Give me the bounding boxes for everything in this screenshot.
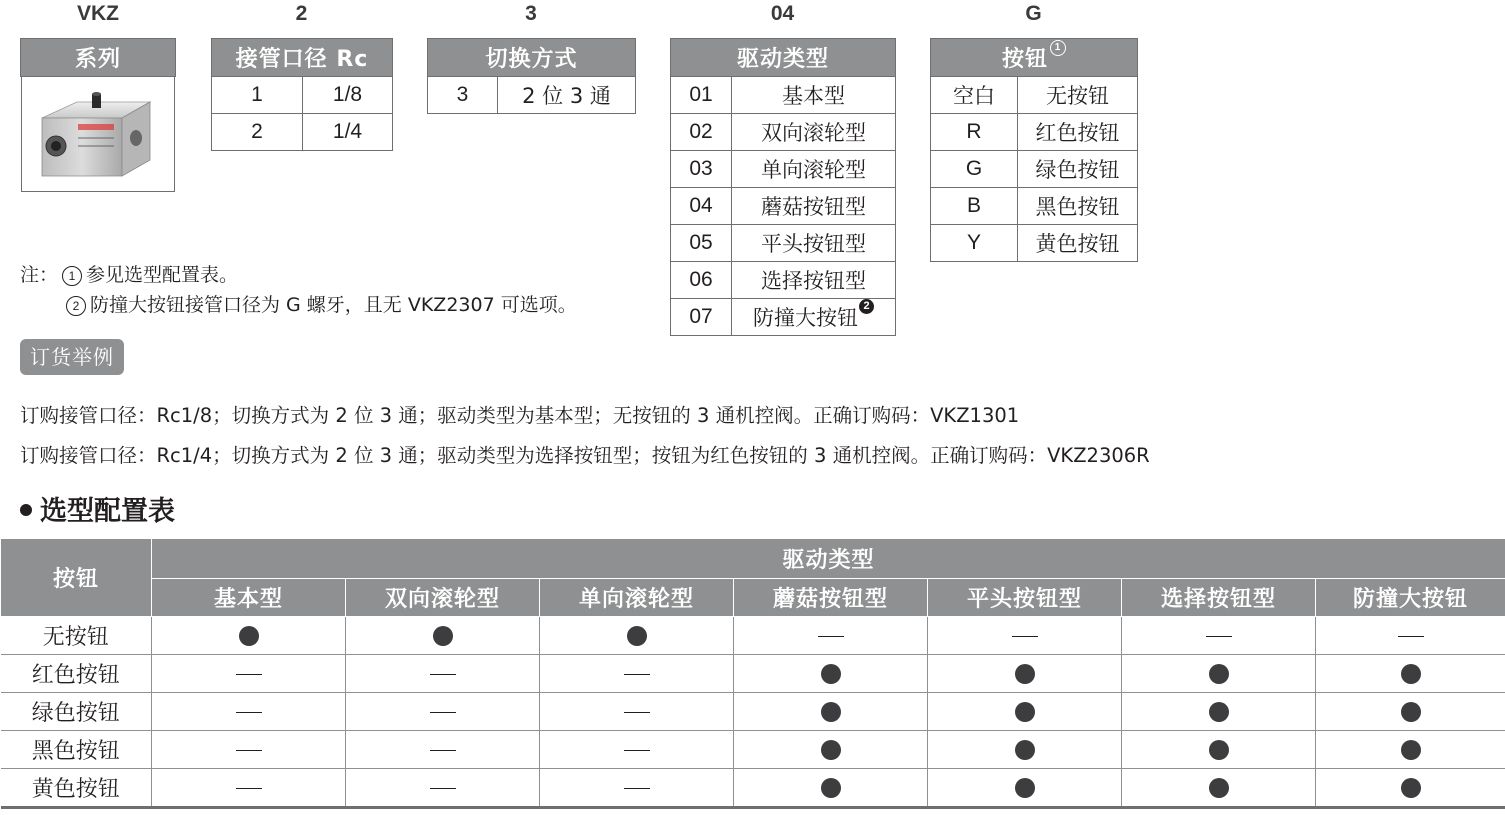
dash-icon (1398, 636, 1424, 637)
selection-column-header: 防撞大按钮 (1316, 579, 1505, 617)
selection-cell (928, 769, 1122, 808)
selection-cell (540, 731, 734, 769)
filled-dot-icon (1015, 778, 1035, 798)
selection-cell (928, 731, 1122, 769)
note-1: 注： 1 参见选型配置表。 (20, 264, 239, 286)
filled-dot-icon (433, 626, 453, 646)
selection-cell (734, 693, 928, 731)
selection-cell (1316, 769, 1505, 808)
filled-dot-icon (1015, 664, 1035, 684)
table-row: 2 1/4 (212, 114, 393, 151)
table-row: 空白 无按钮 (931, 77, 1138, 114)
selection-column-header: 平头按钮型 (928, 579, 1122, 617)
series-table (20, 38, 176, 77)
selection-row-label: 无按钮 (1, 617, 152, 655)
drive-header: 驱动类型 (671, 39, 896, 77)
section-title: 选型配置表 (20, 489, 175, 528)
switching-header: 切换方式 (428, 39, 636, 77)
selection-cell (540, 617, 734, 655)
bullet-icon (20, 504, 32, 516)
selection-cell (928, 617, 1122, 655)
dash-icon (818, 636, 844, 637)
table-row: Y 黄色按钮 (931, 225, 1138, 262)
switching-table (427, 38, 636, 114)
dash-icon (236, 712, 262, 713)
dash-icon (624, 788, 650, 789)
selection-row-label: 黄色按钮 (1, 769, 152, 808)
selection-cell (540, 655, 734, 693)
dash-icon (236, 750, 262, 751)
selection-cell (1316, 693, 1505, 731)
selection-column-header: 蘑菇按钮型 (734, 579, 928, 617)
table-row: 06 选择按钮型 (671, 262, 896, 299)
table-row: 03 单向滚轮型 (671, 151, 896, 188)
dash-icon (624, 712, 650, 713)
drive-table (670, 38, 896, 336)
selection-cell (1316, 617, 1505, 655)
table-row (1, 731, 1505, 769)
selection-cell (540, 693, 734, 731)
filled-dot-icon (1401, 740, 1421, 760)
selection-column-header: 基本型 (152, 579, 346, 617)
selection-row-label: 红色按钮 (1, 655, 152, 693)
selection-cell (734, 655, 928, 693)
selection-cell (928, 655, 1122, 693)
selection-column-header: 单向滚轮型 (540, 579, 734, 617)
selection-cell (1122, 769, 1316, 808)
table-row: 1 1/8 (212, 77, 393, 114)
filled-dot-icon (1401, 778, 1421, 798)
selection-cell (734, 617, 928, 655)
port-header: 接管口径 Rc (212, 39, 393, 77)
dash-icon (236, 788, 262, 789)
selection-cell (346, 617, 540, 655)
selection-cell (1122, 693, 1316, 731)
dash-icon (430, 750, 456, 751)
selection-cell (152, 769, 346, 808)
selection-cell (734, 731, 928, 769)
table-row: B 黑色按钮 (931, 188, 1138, 225)
selection-row-label: 绿色按钮 (1, 693, 152, 731)
filled-dot-icon (821, 778, 841, 798)
selection-cell (152, 617, 346, 655)
selection-cell (1122, 731, 1316, 769)
filled-dot-icon (821, 740, 841, 760)
table-row: 3 2 位 3 通 (428, 77, 636, 114)
selection-cell (152, 655, 346, 693)
filled-dot-icon (627, 626, 647, 646)
dash-icon (236, 674, 262, 675)
order-example-tag: 订货举例 (20, 339, 124, 375)
dash-icon (430, 674, 456, 675)
table-row (1, 769, 1505, 808)
filled-dot-icon (1401, 664, 1421, 684)
selection-cell (346, 731, 540, 769)
button-header: 按钮 1 (931, 39, 1138, 77)
table-row (1, 617, 1505, 655)
code-drive: 04 (770, 2, 795, 25)
button-table (930, 38, 1138, 262)
note-2: 2 防撞大按钮接管口径为 G 螺牙，且无 VKZ2307 可选项。 (62, 290, 577, 317)
selection-table (0, 538, 1505, 809)
dash-icon (624, 674, 650, 675)
selection-cell (734, 769, 928, 808)
selection-row-header: 按钮 (1, 539, 152, 617)
code-port: 2 (295, 2, 308, 25)
selection-cell (1316, 731, 1505, 769)
selection-cell (346, 693, 540, 731)
filled-dot-icon (1015, 702, 1035, 722)
selection-row-label: 黑色按钮 (1, 731, 152, 769)
filled-dot-icon (1401, 702, 1421, 722)
table-row: 01 基本型 (671, 77, 896, 114)
selection-cell (152, 693, 346, 731)
dash-icon (430, 788, 456, 789)
selection-cell (540, 769, 734, 808)
order-example-line-1: 订购接管口径：Rc1/8；切换方式为 2 位 3 通；驱动类型为基本型；无按钮的 3 通机控阀。正确订购码：VKZ1301 (20, 404, 1020, 427)
port-table (211, 38, 393, 151)
code-switching: 3 (525, 2, 537, 25)
selection-cell (1122, 617, 1316, 655)
selection-cell (346, 769, 540, 808)
table-row: R 红色按钮 (931, 114, 1138, 151)
table-row: 07 防撞大按钮 2 (671, 299, 896, 336)
selection-cell (928, 693, 1122, 731)
table-row: 02 双向滚轮型 (671, 114, 896, 151)
valve-product-photo-icon (22, 76, 174, 190)
filled-dot-icon (821, 702, 841, 722)
selection-group-header: 驱动类型 (152, 539, 1505, 579)
table-row (1, 693, 1505, 731)
dash-icon (1012, 636, 1038, 637)
selection-cell (346, 655, 540, 693)
series-photo-box (21, 76, 175, 192)
filled-dot-icon (1209, 778, 1229, 798)
table-row (1, 655, 1505, 693)
dash-icon (430, 712, 456, 713)
table-row: G 绿色按钮 (931, 151, 1138, 188)
selection-cell (152, 731, 346, 769)
selection-column-header: 双向滚轮型 (346, 579, 540, 617)
selection-cell (1316, 655, 1505, 693)
filled-dot-icon (1015, 740, 1035, 760)
code-button: G (1025, 2, 1042, 25)
dash-icon (624, 750, 650, 751)
filled-dot-icon (1209, 702, 1229, 722)
order-example-line-2: 订购接管口径：Rc1/4；切换方式为 2 位 3 通；驱动类型为选择按钮型；按钮为红色按钮的 3 通机控阀。正确订购码：VKZ2306R (20, 444, 1150, 467)
note-mark-1: 1 (1050, 40, 1066, 56)
table-row: 05 平头按钮型 (671, 225, 896, 262)
table-row: 04 蘑菇按钮型 (671, 188, 896, 225)
series-header: 系列 (21, 39, 176, 77)
code-series: VKZ (77, 2, 119, 25)
filled-dot-icon (1209, 664, 1229, 684)
selection-column-header: 选择按钮型 (1122, 579, 1316, 617)
filled-dot-icon (1209, 740, 1229, 760)
note-mark-2: 2 (859, 299, 874, 314)
selection-cell (1122, 655, 1316, 693)
dash-icon (1206, 636, 1232, 637)
filled-dot-icon (821, 664, 841, 684)
filled-dot-icon (239, 626, 259, 646)
